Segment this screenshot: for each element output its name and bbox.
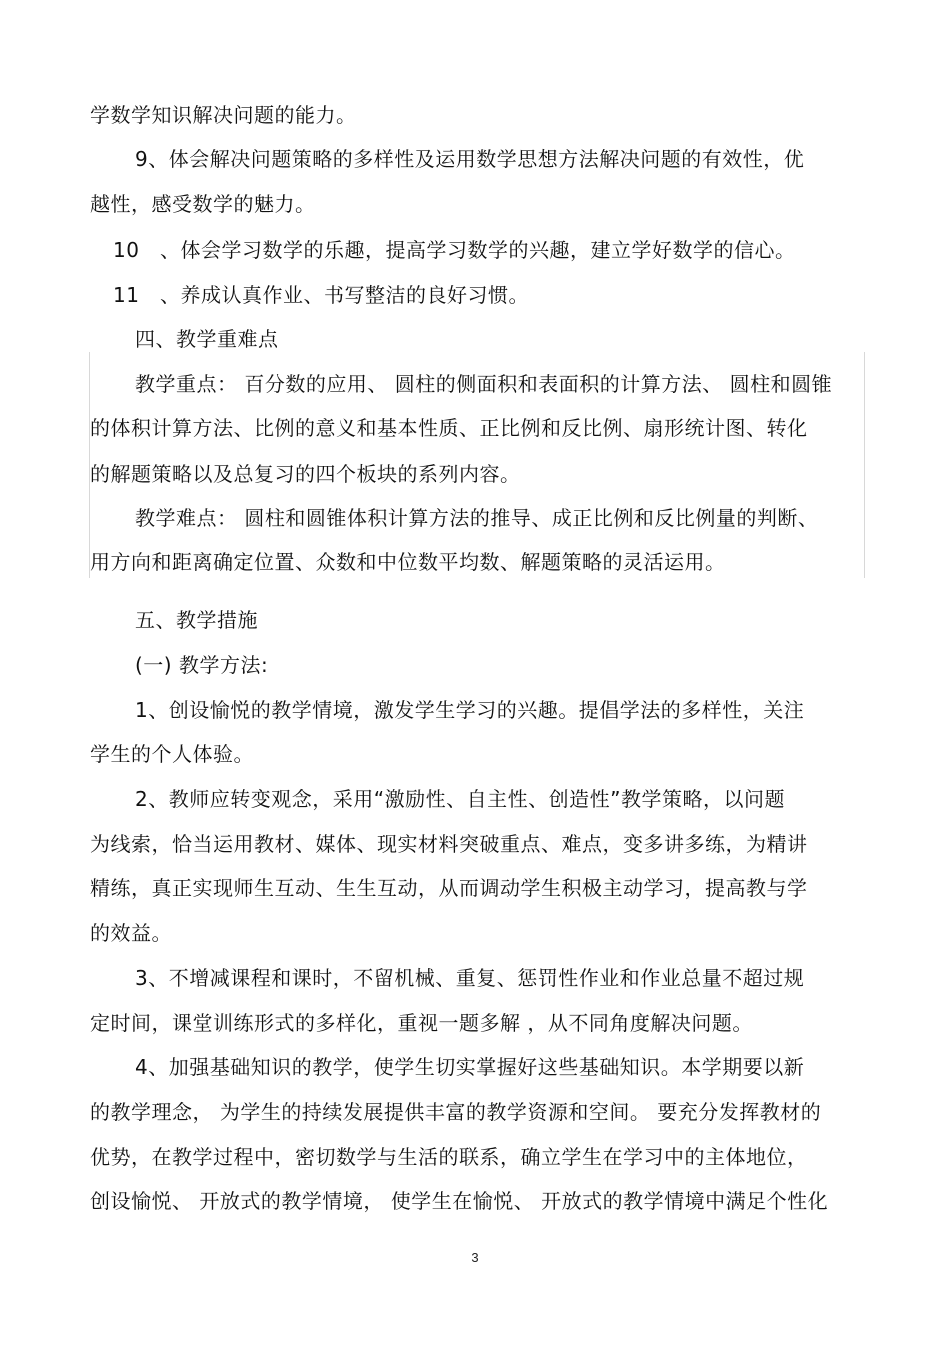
text-line: 优势，在教学过程中，密切数学与生活的联系，确立学生在学习中的主体地位，: [90, 1145, 808, 1169]
subsection-heading: (一) 教学方法:: [135, 653, 269, 677]
section-heading: 五、教学措施: [135, 608, 258, 632]
page-number: 3: [471, 1250, 479, 1265]
text-line: 的体积计算方法、比例的意义和基本性质、正比例和反比例、扇形统计图、转化: [90, 416, 808, 440]
text-line: 精练，真正实现师生互动、生生互动，从而调动学生积极主动学习，提高教与学: [90, 876, 808, 900]
text-line: 定时间，课堂训练形式的多样化，重视一题多解 ，从不同角度解决问题。: [90, 1011, 753, 1035]
text-line: 越性，感受数学的魅力。: [90, 192, 316, 216]
right-margin-rule: [864, 352, 865, 578]
text-line: 创设愉悦、 开放式的教学情境， 使学生在愉悦、 开放式的教学情境中满足个性化: [90, 1189, 829, 1213]
text-line: 4、加强基础知识的教学，使学生切实掌握好这些基础知识。本学期要以新: [135, 1055, 805, 1079]
text-line: 1、创设愉悦的教学情境，激发学生学习的兴趣。提倡学法的多样性，关注: [135, 698, 805, 722]
text-line: 10 、体会学习数学的乐趣，提高学习数学的兴趣，建立学好数学的信心。: [113, 238, 796, 262]
text-line: 的解题策略以及总复习的四个板块的系列内容。: [90, 462, 521, 486]
text-line: 3、不增减课程和课时，不留机械、重复、惩罚性作业和作业总量不超过规: [135, 966, 805, 990]
text-line: 11 、养成认真作业、书写整洁的良好习惯。: [113, 283, 529, 307]
text-line: 的效益。: [90, 921, 172, 945]
section-heading: 四、教学重难点: [135, 327, 279, 351]
text-line: 的教学理念， 为学生的持续发展提供丰富的教学资源和空间。 要充分发挥教材的: [90, 1100, 822, 1124]
text-line: 学生的个人体验。: [90, 742, 254, 766]
text-line: 2、教师应转变观念，采用“激励性、自主性、创造性”教学策略，以问题: [135, 787, 785, 811]
text-line: 教学难点： 圆柱和圆锥体积计算方法的推导、成正比例和反比例量的判断、: [135, 506, 819, 530]
text-line: 9、体会解决问题策略的多样性及运用数学思想方法解决问题的有效性，优: [135, 147, 805, 171]
text-line: 用方向和距离确定位置、众数和中位数平均数、解题策略的灵活运用。: [90, 550, 726, 574]
text-line: 为线索，恰当运用教材、媒体、现实材料突破重点、难点，变多讲多练，为精讲: [90, 832, 808, 856]
text-line: 教学重点： 百分数的应用、 圆柱的侧面积和表面积的计算方法、 圆柱和圆锥: [135, 372, 833, 396]
text-line: 学数学知识解决问题的能力。: [90, 103, 357, 127]
